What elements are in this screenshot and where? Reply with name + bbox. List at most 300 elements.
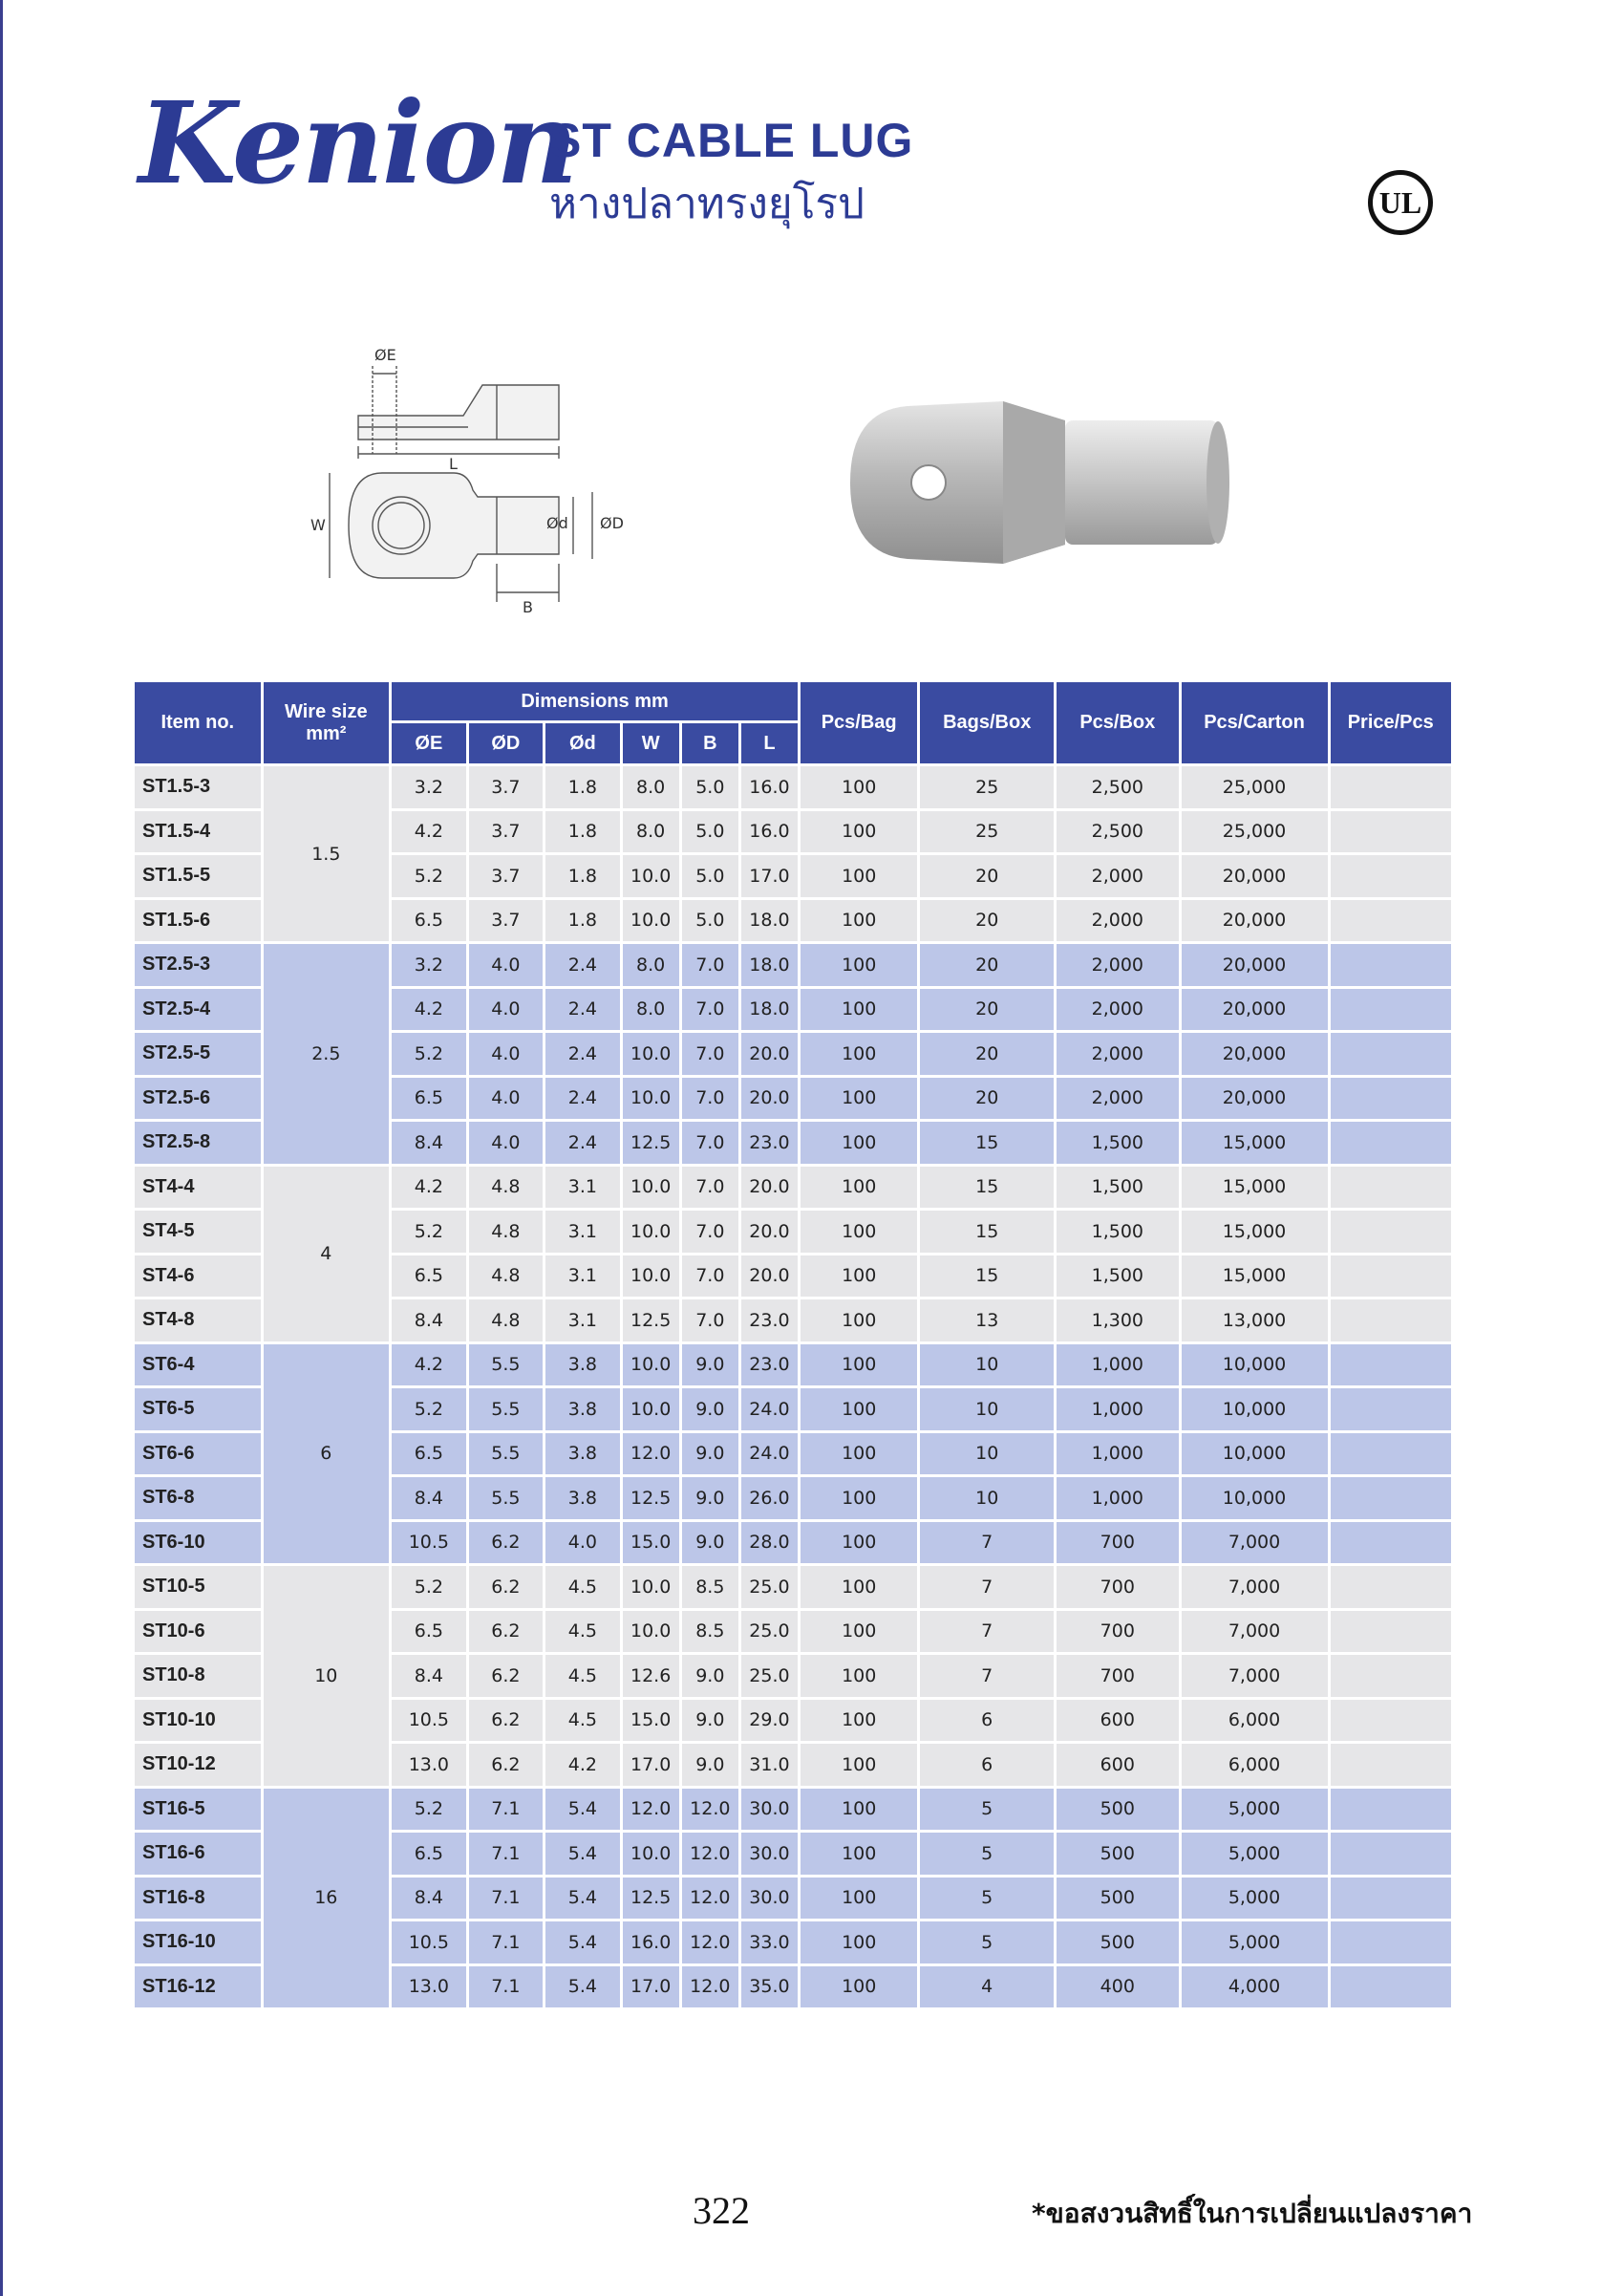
cell-pcs-carton: 20,000 [1182, 1033, 1328, 1075]
cell-d-big: 4.8 [469, 1211, 544, 1253]
cell-d-small: 5.4 [545, 1878, 620, 1920]
cell-d-big: 7.1 [469, 1878, 544, 1920]
cell-item: ST4-4 [135, 1167, 261, 1209]
cell-price [1331, 1566, 1452, 1608]
cell-pcs-box: 600 [1057, 1700, 1178, 1742]
cell-price [1331, 766, 1452, 808]
cell-l: 30.0 [741, 1833, 798, 1875]
cell-pcs-box: 400 [1057, 1966, 1178, 2008]
cell-b: 7.0 [682, 1078, 738, 1120]
cell-w: 17.0 [623, 1744, 679, 1786]
header-pcs-bag: Pcs/Bag [801, 682, 917, 763]
cell-pcs-carton: 25,000 [1182, 811, 1328, 853]
table-row [135, 1789, 1451, 1831]
cell-w: 12.5 [623, 1299, 679, 1341]
dimension-label-w: W [310, 516, 326, 534]
cell-e: 13.0 [392, 1966, 466, 2008]
cell-l: 30.0 [741, 1789, 798, 1831]
cell-b: 12.0 [682, 1966, 738, 2008]
cell-pcs-bag: 100 [801, 1167, 917, 1209]
cell-item: ST16-12 [135, 1966, 261, 2008]
cell-pcs-box: 2,000 [1057, 1078, 1178, 1120]
cell-w: 10.0 [623, 1033, 679, 1075]
cell-wire-size: 4 [264, 1167, 390, 1341]
header-d-big: ØD [469, 723, 544, 763]
cell-pcs-bag: 100 [801, 944, 917, 986]
cell-pcs-bag: 100 [801, 1433, 917, 1475]
cell-bags-box: 15 [920, 1255, 1054, 1298]
cell-d-small: 1.8 [545, 811, 620, 853]
cell-bags-box: 20 [920, 1033, 1054, 1075]
cell-d-big: 5.5 [469, 1388, 544, 1430]
cell-w: 12.5 [623, 1477, 679, 1519]
cell-w: 16.0 [623, 1921, 679, 1963]
cell-price [1331, 944, 1452, 986]
table-row [135, 766, 1451, 808]
cell-d-big: 3.7 [469, 811, 544, 853]
cell-bags-box: 5 [920, 1833, 1054, 1875]
cell-l: 18.0 [741, 900, 798, 942]
cell-item: ST2.5-3 [135, 944, 261, 986]
cell-price [1331, 855, 1452, 897]
header-w: W [623, 723, 679, 763]
cell-pcs-carton: 10,000 [1182, 1344, 1328, 1386]
cell-pcs-box: 700 [1057, 1655, 1178, 1697]
table-row [135, 944, 1451, 986]
cell-b: 5.0 [682, 811, 738, 853]
cell-e: 6.5 [392, 1433, 466, 1475]
cell-e: 6.5 [392, 1611, 466, 1653]
cell-d-small: 1.8 [545, 766, 620, 808]
cell-w: 10.0 [623, 1833, 679, 1875]
cell-item: ST16-6 [135, 1833, 261, 1875]
cell-l: 20.0 [741, 1255, 798, 1298]
cell-bags-box: 20 [920, 989, 1054, 1031]
cell-pcs-box: 500 [1057, 1921, 1178, 1963]
cell-e: 5.2 [392, 1211, 466, 1253]
cell-price [1331, 1299, 1452, 1341]
cell-d-small: 3.8 [545, 1344, 620, 1386]
cell-price [1331, 1477, 1452, 1519]
cell-price [1331, 1255, 1452, 1298]
cell-d-big: 4.0 [469, 1122, 544, 1164]
cell-bags-box: 20 [920, 900, 1054, 942]
cell-b: 5.0 [682, 766, 738, 808]
cell-price [1331, 1655, 1452, 1697]
cell-price [1331, 900, 1452, 942]
cell-pcs-bag: 100 [801, 1744, 917, 1786]
cell-d-big: 5.5 [469, 1433, 544, 1475]
header-wire-size [264, 682, 390, 763]
cell-l: 24.0 [741, 1433, 798, 1475]
cell-pcs-box: 500 [1057, 1878, 1178, 1920]
cell-b: 9.0 [682, 1700, 738, 1742]
cell-e: 13.0 [392, 1744, 466, 1786]
cell-e: 6.5 [392, 1078, 466, 1120]
cell-d-big: 6.2 [469, 1700, 544, 1742]
header-item-no: Item no. [135, 682, 261, 763]
cell-b: 7.0 [682, 1211, 738, 1253]
dimension-label-d-small: Ød [546, 514, 568, 532]
cell-w: 8.0 [623, 766, 679, 808]
cell-d-small: 2.4 [545, 1033, 620, 1075]
cell-d-big: 4.8 [469, 1167, 544, 1209]
cell-pcs-bag: 100 [801, 1833, 917, 1875]
cell-pcs-carton: 13,000 [1182, 1299, 1328, 1341]
cell-l: 24.0 [741, 1388, 798, 1430]
cell-price [1331, 1344, 1452, 1386]
cell-bags-box: 5 [920, 1878, 1054, 1920]
cell-e: 8.4 [392, 1122, 466, 1164]
dimension-label-d-big: ØD [600, 514, 624, 532]
cell-pcs-box: 2,500 [1057, 811, 1178, 853]
cell-w: 8.0 [623, 989, 679, 1031]
cell-item: ST2.5-8 [135, 1122, 261, 1164]
cell-pcs-bag: 100 [801, 1611, 917, 1653]
cell-pcs-carton: 6,000 [1182, 1700, 1328, 1742]
cell-bags-box: 4 [920, 1966, 1054, 2008]
header-wire-size-label: Wire size [285, 700, 368, 722]
cell-d-small: 3.8 [545, 1433, 620, 1475]
cell-l: 28.0 [741, 1522, 798, 1564]
cell-price [1331, 1789, 1452, 1831]
cell-e: 4.2 [392, 811, 466, 853]
cell-pcs-bag: 100 [801, 1522, 917, 1564]
cell-b: 5.0 [682, 900, 738, 942]
cell-pcs-carton: 10,000 [1182, 1477, 1328, 1519]
cell-l: 23.0 [741, 1299, 798, 1341]
cell-l: 20.0 [741, 1211, 798, 1253]
header-l: L [741, 723, 798, 763]
cell-pcs-carton: 20,000 [1182, 855, 1328, 897]
cell-d-small: 2.4 [545, 1078, 620, 1120]
cell-e: 8.4 [392, 1299, 466, 1341]
cell-pcs-carton: 10,000 [1182, 1388, 1328, 1430]
cell-d-big: 6.2 [469, 1655, 544, 1697]
cell-b: 12.0 [682, 1921, 738, 1963]
cell-bags-box: 15 [920, 1167, 1054, 1209]
cell-bags-box: 15 [920, 1122, 1054, 1164]
cell-b: 9.0 [682, 1522, 738, 1564]
cell-e: 8.4 [392, 1878, 466, 1920]
cell-d-small: 3.8 [545, 1388, 620, 1430]
cell-e: 6.5 [392, 900, 466, 942]
cell-pcs-carton: 7,000 [1182, 1566, 1328, 1608]
header-wire-size-unit: mm² [306, 722, 347, 744]
cell-price [1331, 1921, 1452, 1963]
cell-pcs-bag: 100 [801, 1211, 917, 1253]
cell-d-small: 2.4 [545, 1122, 620, 1164]
cell-b: 7.0 [682, 944, 738, 986]
cell-price [1331, 1388, 1452, 1430]
cell-price [1331, 1878, 1452, 1920]
cell-w: 12.5 [623, 1122, 679, 1164]
cell-price [1331, 1744, 1452, 1786]
cell-e: 10.5 [392, 1921, 466, 1963]
cell-w: 10.0 [623, 855, 679, 897]
cell-d-small: 4.5 [545, 1611, 620, 1653]
cell-pcs-box: 1,500 [1057, 1122, 1178, 1164]
cell-price [1331, 989, 1452, 1031]
header-bags-box: Bags/Box [920, 682, 1054, 763]
page-number: 322 [693, 2189, 750, 2232]
cell-price [1331, 1078, 1452, 1120]
cell-d-small: 4.0 [545, 1522, 620, 1564]
cell-pcs-box: 2,000 [1057, 944, 1178, 986]
cell-bags-box: 7 [920, 1655, 1054, 1697]
cell-item: ST6-10 [135, 1522, 261, 1564]
cell-e: 6.5 [392, 1833, 466, 1875]
cell-item: ST6-5 [135, 1388, 261, 1430]
cell-bags-box: 15 [920, 1211, 1054, 1253]
cell-d-small: 5.4 [545, 1921, 620, 1963]
brand-logo: Kenion [139, 76, 577, 209]
cell-w: 12.5 [623, 1878, 679, 1920]
cell-item: ST10-6 [135, 1611, 261, 1653]
cell-d-small: 3.1 [545, 1255, 620, 1298]
product-title: ST CABLE LUG [549, 114, 914, 167]
price-disclaimer: *ขอสงวนสิทธิ์ในการเปลี่ยนแปลงราคา [1032, 2198, 1473, 2229]
cell-b: 7.0 [682, 1033, 738, 1075]
cell-price [1331, 1211, 1452, 1253]
cell-b: 9.0 [682, 1477, 738, 1519]
cell-bags-box: 10 [920, 1388, 1054, 1430]
cell-pcs-bag: 100 [801, 1477, 917, 1519]
header-e: ØE [392, 723, 466, 763]
cell-item: ST6-4 [135, 1344, 261, 1386]
cell-d-small: 1.8 [545, 855, 620, 897]
cell-price [1331, 811, 1452, 853]
cell-e: 3.2 [392, 944, 466, 986]
cell-w: 10.0 [623, 1211, 679, 1253]
cell-b: 5.0 [682, 855, 738, 897]
cell-price [1331, 1611, 1452, 1653]
cell-d-big: 7.1 [469, 1966, 544, 2008]
cell-l: 20.0 [741, 1033, 798, 1075]
cell-d-small: 3.1 [545, 1167, 620, 1209]
cell-d-big: 3.7 [469, 855, 544, 897]
cell-b: 7.0 [682, 1167, 738, 1209]
cell-d-small: 4.5 [545, 1566, 620, 1608]
product-title-thai: หางปลาทรงยุโรป [549, 180, 865, 228]
cell-pcs-carton: 7,000 [1182, 1655, 1328, 1697]
cell-pcs-carton: 20,000 [1182, 1078, 1328, 1120]
cell-item: ST2.5-5 [135, 1033, 261, 1075]
cell-w: 12.0 [623, 1433, 679, 1475]
cell-pcs-bag: 100 [801, 1700, 917, 1742]
cell-b: 9.0 [682, 1344, 738, 1386]
cell-b: 7.0 [682, 989, 738, 1031]
cell-w: 15.0 [623, 1522, 679, 1564]
cell-item: ST10-8 [135, 1655, 261, 1697]
cell-e: 5.2 [392, 1388, 466, 1430]
cell-bags-box: 25 [920, 766, 1054, 808]
cell-w: 12.6 [623, 1655, 679, 1697]
cell-w: 10.0 [623, 900, 679, 942]
cell-l: 23.0 [741, 1122, 798, 1164]
cell-item: ST4-6 [135, 1255, 261, 1298]
cell-b: 9.0 [682, 1433, 738, 1475]
cell-pcs-carton: 5,000 [1182, 1878, 1328, 1920]
cell-pcs-box: 1,000 [1057, 1388, 1178, 1430]
cell-l: 23.0 [741, 1344, 798, 1386]
cell-pcs-bag: 100 [801, 1033, 917, 1075]
cell-pcs-box: 2,000 [1057, 989, 1178, 1031]
cell-l: 20.0 [741, 1167, 798, 1209]
header-b: B [682, 723, 738, 763]
cell-e: 8.4 [392, 1655, 466, 1697]
cell-b: 12.0 [682, 1833, 738, 1875]
cell-e: 6.5 [392, 1255, 466, 1298]
cell-d-big: 6.2 [469, 1566, 544, 1608]
cell-pcs-carton: 20,000 [1182, 944, 1328, 986]
cell-l: 20.0 [741, 1078, 798, 1120]
cell-pcs-bag: 100 [801, 855, 917, 897]
cell-price [1331, 1033, 1452, 1075]
cell-pcs-box: 1,000 [1057, 1433, 1178, 1475]
cell-d-small: 2.4 [545, 944, 620, 986]
cell-d-big: 3.7 [469, 766, 544, 808]
cell-w: 8.0 [623, 811, 679, 853]
cell-price [1331, 1966, 1452, 2008]
cell-item: ST1.5-6 [135, 900, 261, 942]
cell-pcs-bag: 100 [801, 1078, 917, 1120]
cell-item: ST10-5 [135, 1566, 261, 1608]
cell-w: 8.0 [623, 944, 679, 986]
cell-l: 35.0 [741, 1966, 798, 2008]
cell-b: 9.0 [682, 1388, 738, 1430]
cell-bags-box: 13 [920, 1299, 1054, 1341]
cell-pcs-carton: 15,000 [1182, 1122, 1328, 1164]
cell-bags-box: 6 [920, 1700, 1054, 1742]
cell-pcs-carton: 20,000 [1182, 989, 1328, 1031]
cell-pcs-box: 2,000 [1057, 1033, 1178, 1075]
cell-e: 5.2 [392, 1789, 466, 1831]
cell-pcs-bag: 100 [801, 1789, 917, 1831]
table-row [135, 1344, 1451, 1386]
cell-d-big: 6.2 [469, 1744, 544, 1786]
cell-b: 12.0 [682, 1789, 738, 1831]
spec-table-body [135, 766, 1451, 2007]
cell-d-small: 5.4 [545, 1789, 620, 1831]
cell-pcs-carton: 5,000 [1182, 1833, 1328, 1875]
cell-b: 7.0 [682, 1122, 738, 1164]
cell-price [1331, 1522, 1452, 1564]
cell-d-big: 7.1 [469, 1921, 544, 1963]
cell-d-small: 3.1 [545, 1299, 620, 1341]
cell-pcs-carton: 15,000 [1182, 1167, 1328, 1209]
cell-b: 9.0 [682, 1655, 738, 1697]
cell-pcs-carton: 7,000 [1182, 1611, 1328, 1653]
cell-e: 4.2 [392, 1344, 466, 1386]
spec-table [132, 679, 1454, 2010]
cell-d-small: 5.4 [545, 1966, 620, 2008]
cell-pcs-bag: 100 [801, 1255, 917, 1298]
cell-d-big: 7.1 [469, 1789, 544, 1831]
cell-pcs-carton: 15,000 [1182, 1211, 1328, 1253]
cell-bags-box: 10 [920, 1433, 1054, 1475]
left-edge-rule [0, 0, 3, 2296]
header-dimensions: Dimensions mm [392, 682, 798, 720]
cell-w: 10.0 [623, 1255, 679, 1298]
cell-item: ST6-6 [135, 1433, 261, 1475]
cell-item: ST6-8 [135, 1477, 261, 1519]
table-row [135, 1566, 1451, 1608]
cell-d-small: 2.4 [545, 989, 620, 1031]
cell-d-big: 5.5 [469, 1477, 544, 1519]
cell-w: 15.0 [623, 1700, 679, 1742]
cell-l: 33.0 [741, 1921, 798, 1963]
cell-b: 7.0 [682, 1299, 738, 1341]
cell-pcs-bag: 100 [801, 1655, 917, 1697]
cell-l: 17.0 [741, 855, 798, 897]
cell-w: 17.0 [623, 1966, 679, 2008]
cell-pcs-bag: 100 [801, 1878, 917, 1920]
cell-d-big: 4.0 [469, 1033, 544, 1075]
cell-item: ST1.5-3 [135, 766, 261, 808]
cell-d-big: 4.8 [469, 1255, 544, 1298]
header-pcs-carton: Pcs/Carton [1182, 682, 1328, 763]
cell-price [1331, 1700, 1452, 1742]
cell-bags-box: 7 [920, 1566, 1054, 1608]
cell-item: ST1.5-5 [135, 855, 261, 897]
cell-d-small: 3.8 [545, 1477, 620, 1519]
cell-d-big: 6.2 [469, 1522, 544, 1564]
cell-bags-box: 10 [920, 1477, 1054, 1519]
cell-w: 12.0 [623, 1789, 679, 1831]
cell-pcs-bag: 100 [801, 1566, 917, 1608]
cell-pcs-carton: 6,000 [1182, 1744, 1328, 1786]
cell-pcs-bag: 100 [801, 1921, 917, 1963]
cell-w: 10.0 [623, 1611, 679, 1653]
cell-pcs-carton: 5,000 [1182, 1921, 1328, 1963]
cell-l: 26.0 [741, 1477, 798, 1519]
cell-price [1331, 1833, 1452, 1875]
cell-bags-box: 6 [920, 1744, 1054, 1786]
cell-d-big: 4.8 [469, 1299, 544, 1341]
cell-l: 16.0 [741, 811, 798, 853]
cell-d-big: 3.7 [469, 900, 544, 942]
cell-w: 10.0 [623, 1344, 679, 1386]
cell-l: 25.0 [741, 1566, 798, 1608]
cell-l: 25.0 [741, 1655, 798, 1697]
cell-pcs-carton: 10,000 [1182, 1433, 1328, 1475]
cell-pcs-bag: 100 [801, 1344, 917, 1386]
cell-pcs-box: 1,000 [1057, 1477, 1178, 1519]
cell-bags-box: 5 [920, 1789, 1054, 1831]
cell-bags-box: 10 [920, 1344, 1054, 1386]
cell-e: 5.2 [392, 855, 466, 897]
cell-wire-size: 1.5 [264, 766, 390, 941]
cell-wire-size: 2.5 [264, 944, 390, 1164]
cell-pcs-box: 700 [1057, 1522, 1178, 1564]
cell-d-small: 4.2 [545, 1744, 620, 1786]
cell-pcs-bag: 100 [801, 1299, 917, 1341]
cell-pcs-bag: 100 [801, 1122, 917, 1164]
cell-pcs-bag: 100 [801, 1388, 917, 1430]
cell-l: 29.0 [741, 1700, 798, 1742]
cell-w: 10.0 [623, 1078, 679, 1120]
cell-bags-box: 5 [920, 1921, 1054, 1963]
cell-d-small: 3.1 [545, 1211, 620, 1253]
cell-d-big: 4.0 [469, 989, 544, 1031]
cell-d-small: 5.4 [545, 1833, 620, 1875]
cell-b: 9.0 [682, 1744, 738, 1786]
cell-l: 30.0 [741, 1878, 798, 1920]
cell-price [1331, 1167, 1452, 1209]
cell-e: 8.4 [392, 1477, 466, 1519]
cell-l: 18.0 [741, 989, 798, 1031]
